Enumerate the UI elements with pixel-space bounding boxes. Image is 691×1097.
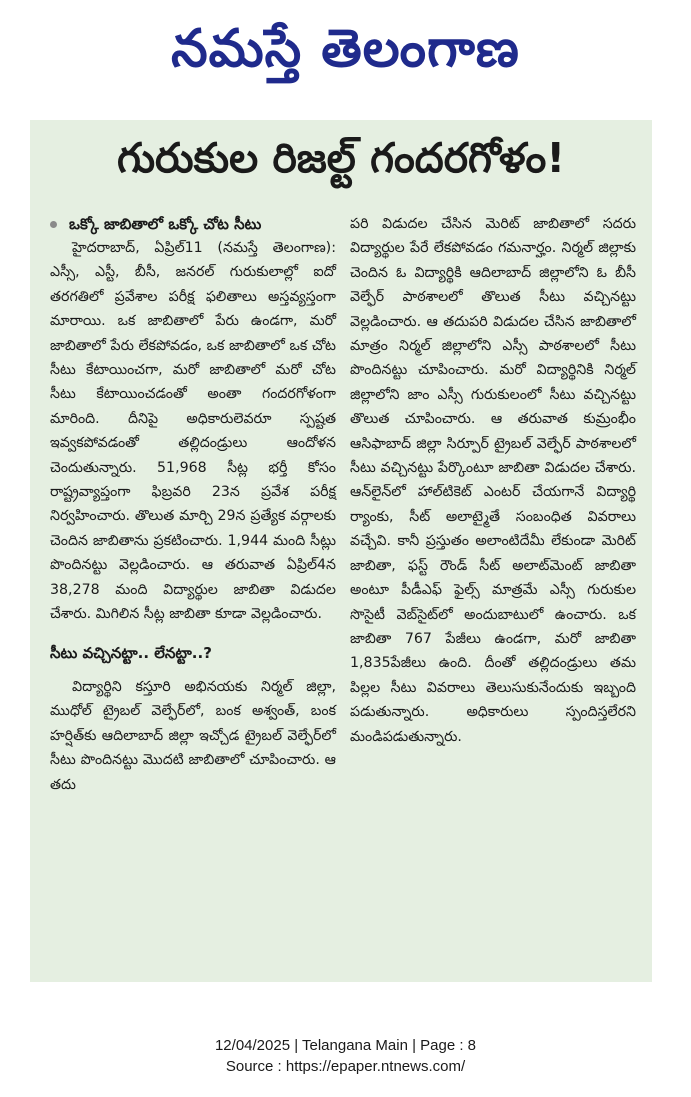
article-paragraph-2: విద్యార్థిని కస్తూరి అభినయకు నిర్మల్ జిల్లా, ముధోల్ ట్రైబల్ వెల్ఫేర్‌లో, బంక అశ్వంత్, బంక హర్షిత్‌కు ఆదిలాబాద్ జిల్లా ఇచ్చోడ ట్రైబల్ వెల్ఫేర్‌లో సీటు పొందినట్టు మొదటి జాబితాలో చూపించారు. ఆ తదు <box>50 678 336 793</box>
article-headline: గురుకుల రిజల్ట్ గందరగోళం! <box>116 134 566 182</box>
article-paragraph-3: పరి విడుదల చేసిన మెరిట్ జాబితాలో సదరు విద్యార్థుల పేరే లేకపోవడం గమనార్హం. నిర్మల్ జిల్లాకు చెందిన ఓ విద్యార్థికి ఆదిలాబాద్ జిల్లాలోని ఓ బీసీ వెల్ఫేర్ పాఠశాలలో తొలుత సీటు వచ్చినట్టు వెల్లడించారు. ఆ తదుపరి విడుదల చేసిన జాబితాలో మాత్రం నిర్మల్ జిల్లాలోని ఎస్సీ పాఠశాలలో సీటు పొందినట్టు చూపించారు. మరో విద్యార్థినికి నిర్మల్ జిల్లాలోని జాం ఎస్సీ గురుకులంలో సీటు వచ్చినట్టు తొలుత చూపించారు. ఆ తరువాత కుమ్రంభీం ఆసిఫాబాద్ జిల్లా సిర్పూర్ ట్రైబల్ వెల్ఫేర్ పాఠశాలలో సీటు వచ్చినట్టు పేర్కొంటూ జాబితా విడుదల చేశారు. ఆన్‌లైన్‌లో హాల్‌టికెట్ ఎంటర్ చేయగానే విద్యార్థి ర్యాంకు, సీట్ అలాట్మైతే సంబంధిత వివరాలు వచ్చేవి. కానీ ప్రస్తుతం అలాంటిదేమీ లేకుండా మెరిట్ జాబితా, ఫస్ట్ రౌండ్ సీట్ అలాట్‌మెంట్ జాబితా అంటూ పీడీఎఫ్ ఫైల్స్ మాత్రమే ఎస్సీ గురుకుల సొసైటీ వెబ్‌సైట్‌లో అందుబాటులో ఉంచారు. ఒక జాబితా 767 పేజీలు ఉండగా, మరో జాబితా 1,835పేజీలు ఉంది. దీంతో తల్లిదండ్రులు తమ పిల్లల సీటు వివరాలు తెలుసుకునేందుకు ఇబ్బంది పడుతున్నారు. అధికారులు స్పందిస్తలేరని మండిపడుతున్నారు. <box>350 216 636 745</box>
article-left-column <box>50 212 336 797</box>
masthead <box>0 0 691 110</box>
subhead-text: ఒక్కో జాబితాలో ఒక్కో చోట సీటు <box>69 215 262 233</box>
article-subhead <box>50 212 336 236</box>
newspaper-logo: నమస్తే తెలంగాణ <box>171 18 520 79</box>
article-subhead-2: సీటు వచ్చినట్టా.. లేనట్టా..? <box>50 643 212 662</box>
article-right-column <box>350 212 636 749</box>
footer-source: Source : https://epaper.ntnews.com/ <box>225 1058 466 1075</box>
article-paragraph-1: హైదరాబాద్, ఏప్రిల్11 (నమస్తే తెలంగాణ): ఎస్సీ, ఎస్టీ, బీసీ, జనరల్ గురుకులాల్లో ఐదో తరగతిలో ప్రవేశాల పరీక్ష ఫలితాలు అస్తవ్యస్తంగా మారాయి. ఒక జాబితాలో పేరు ఉండగా, మరో జాబితాలో పేరు లేకపోవడం, ఒక జాబితాలో ఒక చోట సీటు కేటాయించగా, మరో జాబితాలో మరో చోట సీటు కేటాయించడంతో అంతా గందరగోళంగా మారింది. దీనిపై అధికారులెవరూ స్పష్టత ఇవ్వకపోవడంతో తల్లిదండ్రులు ఆందోళన చెందుతున్నారు. 51,968 సీట్ల భర్తీ కోసం రాష్ట్రవ్యాప్తంగా ఫిబ్రవరి 23న ప్రవేశ పరీక్ష నిర్వహించారు. తొలుత మార్చి 29న ప్రత్యేక వర్గాలకు చెందిన జాబితాను ప్రకటించారు. 1,944 మంది సీట్లు పొందినట్టు వెల్లడించారు. ఆ తరువాత ఏప్రిల్4న 38,278 మంది విద్యార్థుల జాబితా విడుదల చేశారు. మిగిలిన సీట్ల జాబితా కూడా వెల్లడించారు. <box>50 240 336 623</box>
news-clipping <box>30 120 652 982</box>
bullet-icon <box>50 221 57 228</box>
footer-edition-info: 12/04/2025 | Telangana Main | Page : 8 <box>214 1037 477 1054</box>
